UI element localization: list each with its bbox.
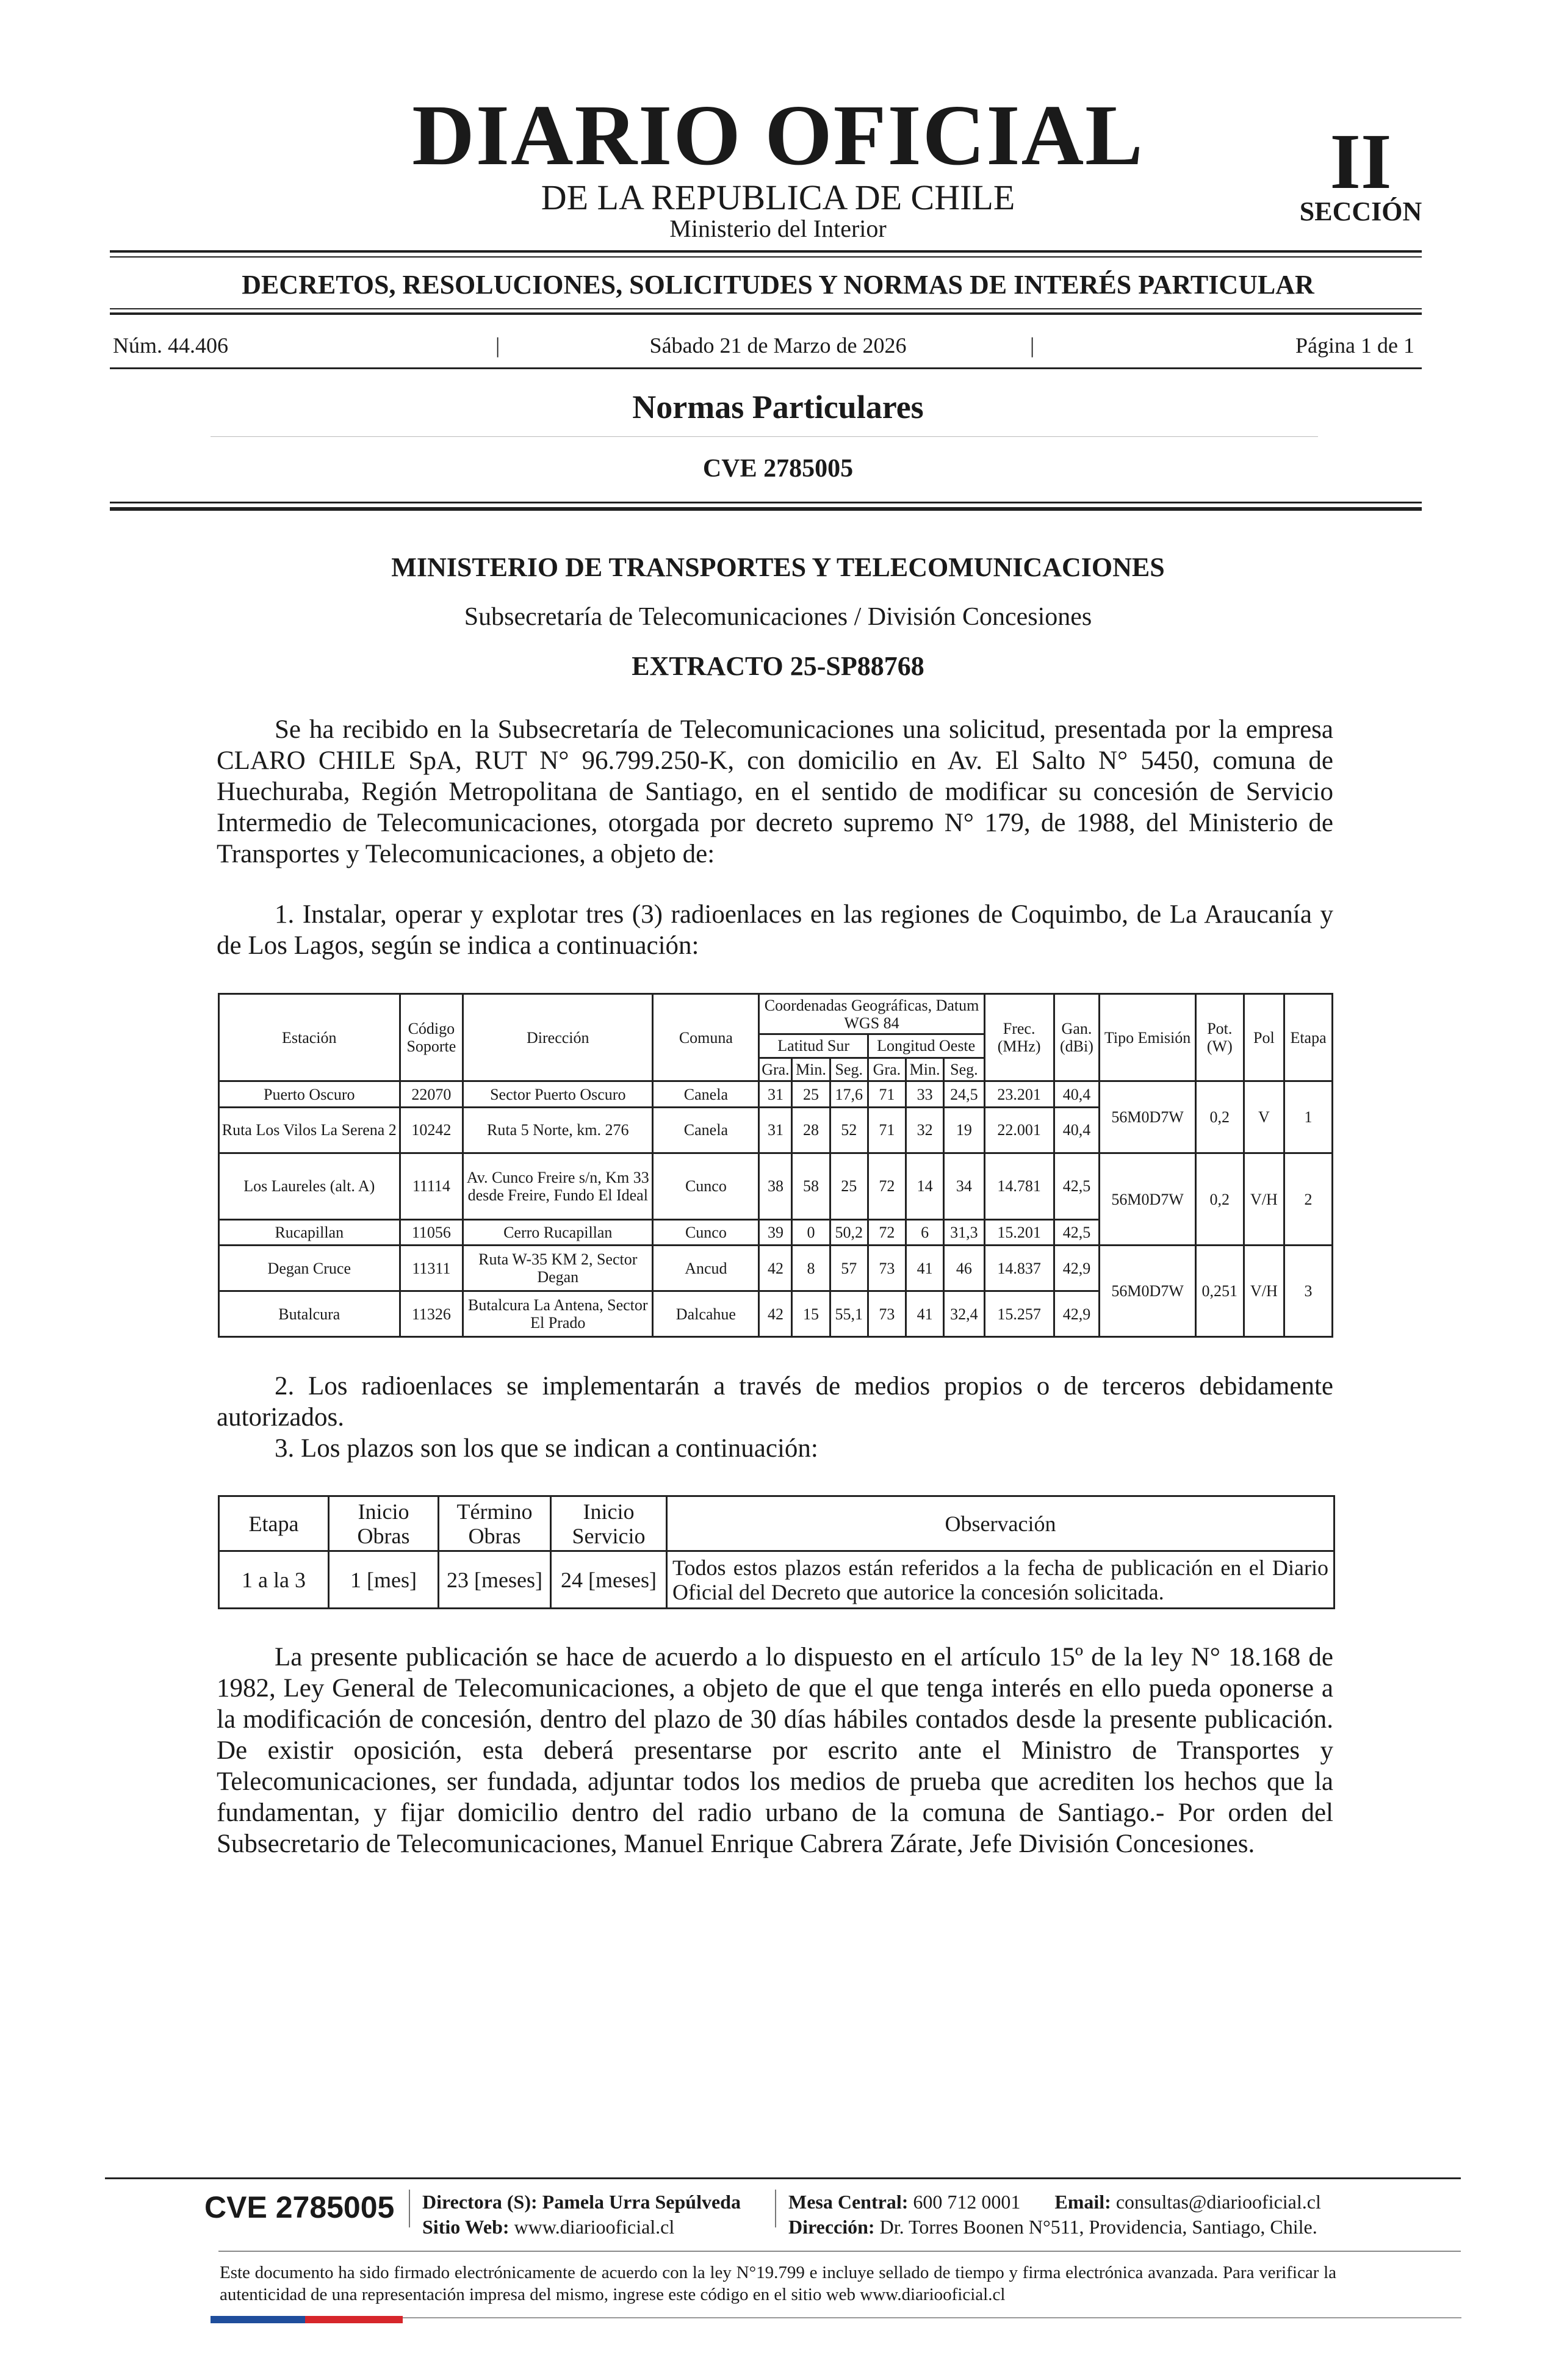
cell-lat-seg: 17,6 — [830, 1081, 868, 1108]
footer-divider — [775, 2190, 776, 2227]
cell-lat-min: 58 — [792, 1153, 830, 1219]
stations-table — [218, 993, 1333, 1338]
cell-lat-seg: 50,2 — [830, 1219, 868, 1246]
cell-direccion: Av. Cunco Freire s/n, Km 33 desde Freire, Fundo El Ideal — [463, 1153, 653, 1219]
cell-lat-min: 28 — [792, 1107, 830, 1153]
header-inicio-servicio: Inicio Servicio — [551, 1496, 667, 1551]
masthead-ministry: Ministerio del Interior — [669, 215, 887, 242]
cell-frec: 15.257 — [984, 1291, 1054, 1337]
cell-termino-obras: 23 [meses] — [439, 1551, 551, 1609]
cell-direccion: Sector Puerto Oscuro — [463, 1081, 653, 1108]
cell-tipo: 56M0D7W — [1100, 1081, 1196, 1153]
masthead-rule-top — [110, 250, 1422, 253]
header-gan: Gan. (dBi) — [1054, 994, 1100, 1081]
cell-frec: 15.201 — [984, 1219, 1054, 1246]
cell-frec: 14.837 — [984, 1246, 1054, 1291]
cell-pol: V/H — [1244, 1153, 1284, 1246]
issue-separator: | — [1030, 333, 1035, 358]
cell-gan: 42,9 — [1054, 1246, 1100, 1291]
header-pot: Pot. (W) — [1195, 994, 1244, 1081]
cell-lat-seg: 52 — [830, 1107, 868, 1153]
cell-lon-min: 33 — [906, 1081, 944, 1108]
footer-mesa-label: Mesa Central: — [788, 2191, 909, 2213]
header-estacion: Estación — [219, 994, 400, 1081]
footer-rule-top — [105, 2177, 1461, 2179]
cell-codigo: 11114 — [400, 1153, 463, 1219]
header-lon-seg: Seg. — [944, 1058, 984, 1081]
table-row — [219, 1081, 1333, 1108]
issue-number: Núm. 44.406 — [113, 333, 228, 358]
cve-rule-top — [110, 502, 1422, 503]
heading-rule-top — [110, 308, 1422, 309]
footer-web-link[interactable]: www.diariooficial.cl — [514, 2216, 675, 2238]
header-etapa: Etapa — [1284, 994, 1333, 1081]
footer-website — [422, 2217, 674, 2237]
cell-tipo: 56M0D7W — [1100, 1153, 1196, 1246]
subsecretaria-heading: Subsecretaría de Telecomunicaciones / División Concesiones — [464, 603, 1092, 631]
cell-comuna: Canela — [653, 1107, 759, 1153]
cell-lon-gra: 72 — [868, 1219, 906, 1246]
header-frec: Frec. (MHz) — [984, 994, 1054, 1081]
cell-codigo: 11311 — [400, 1246, 463, 1291]
issue-separator: | — [495, 333, 500, 358]
cell-estacion: Puerto Oscuro — [219, 1081, 400, 1108]
footer-direccion-value: Dr. Torres Boonen N°511, Providencia, Santiago, Chile. — [879, 2216, 1317, 2238]
cell-lon-seg: 31,3 — [944, 1219, 984, 1246]
issue-date: Sábado 21 de Marzo de 2026 — [649, 333, 907, 358]
cell-frec: 14.781 — [984, 1153, 1054, 1219]
cell-lon-min: 14 — [906, 1153, 944, 1219]
cell-gan: 42,9 — [1054, 1291, 1100, 1337]
footer-email-label: Email: — [1054, 2191, 1111, 2213]
section-label: SECCIÓN — [1299, 197, 1422, 226]
cell-lat-gra: 31 — [759, 1081, 792, 1108]
cell-lon-gra: 71 — [868, 1081, 906, 1108]
cell-lat-gra: 39 — [759, 1219, 792, 1246]
ministry-heading: MINISTERIO DE TRANSPORTES Y TELECOMUNICACIONES — [391, 552, 1165, 582]
heading-rule-bottom — [110, 312, 1422, 315]
issue-rule — [110, 367, 1422, 369]
cell-lat-seg: 57 — [830, 1246, 868, 1291]
masthead-title: DIARIO OFICIAL — [412, 87, 1144, 183]
footer-web-label: Sitio Web: — [422, 2216, 510, 2238]
cell-lat-seg: 55,1 — [830, 1291, 868, 1337]
cell-frec: 23.201 — [984, 1081, 1054, 1108]
footer-direccion-label: Dirección: — [788, 2216, 875, 2238]
cell-estacion: Butalcura — [219, 1291, 400, 1337]
cell-pol: V — [1244, 1081, 1284, 1153]
cell-direccion: Ruta W-35 KM 2, Sector Degan — [463, 1246, 653, 1291]
footer-rule-bottom — [218, 2251, 1461, 2252]
cell-direccion: Cerro Rucapillan — [463, 1219, 653, 1246]
cell-lat-min: 15 — [792, 1291, 830, 1337]
cell-lat-gra: 38 — [759, 1153, 792, 1219]
cell-lon-min: 41 — [906, 1246, 944, 1291]
table-row — [219, 1246, 1333, 1291]
cell-lat-gra: 42 — [759, 1291, 792, 1337]
header-termino-obras: Término Obras — [439, 1496, 551, 1551]
cell-gan: 42,5 — [1054, 1153, 1100, 1219]
paragraph-item-1: 1. Instalar, operar y explotar tres (3) radioenlaces en las regiones de Coquimbo, de La Araucanía y de Los Lagos, según se indica a continuación: — [217, 900, 1333, 960]
cell-lat-min: 25 — [792, 1081, 830, 1108]
cell-etapa: 1 a la 3 — [219, 1551, 329, 1609]
header-observacion: Observación — [667, 1496, 1334, 1551]
cell-gan: 42,5 — [1054, 1219, 1100, 1246]
section-heading: DECRETOS, RESOLUCIONES, SOLICITUDES Y NORMAS DE INTERÉS PARTICULAR — [242, 270, 1314, 300]
cell-estacion: Rucapillan — [219, 1219, 400, 1246]
paragraph-item-3: 3. Los plazos son los que se indican a continuación: — [275, 1434, 818, 1463]
cell-pol: V/H — [1244, 1246, 1284, 1337]
footer-directora-name: Pamela Urra Sepúlveda — [542, 2191, 741, 2213]
cell-comuna: Cunco — [653, 1153, 759, 1219]
cell-inicio-obras: 1 [mes] — [329, 1551, 439, 1609]
footer-directora — [422, 2192, 741, 2212]
cell-direccion: Ruta 5 Norte, km. 276 — [463, 1107, 653, 1153]
section-number: II — [1330, 118, 1392, 206]
footer-email-link[interactable]: consultas@diariooficial.cl — [1115, 2191, 1321, 2213]
header-latitud: Latitud Sur — [759, 1034, 868, 1058]
cell-comuna: Canela — [653, 1081, 759, 1108]
cell-lon-seg: 19 — [944, 1107, 984, 1153]
cell-comuna: Cunco — [653, 1219, 759, 1246]
cell-etapa: 1 — [1284, 1081, 1333, 1153]
cell-observacion: Todos estos plazos están referidos a la fecha de publicación en el Diario Oficial del Decreto que autorice la concesión solicitada. — [667, 1551, 1334, 1609]
cell-tipo: 56M0D7W — [1100, 1246, 1196, 1337]
paragraph-closing: La presente publicación se hace de acuerdo a lo dispuesto en el artículo 15º de la ley N° 18.168 de 1982, Ley General de Telecomunicaciones, a objeto de que el que tenga interés en ello pueda oponerse a la modificación de concesión, dentro del plazo de 30 días hábiles contados desde la presente publicación. De existir oposición, esta deberá presentarse por escrito ante el Ministro de Transportes y Telecomunicaciones, ser fundada, adjuntar todos los medios de prueba que acrediten los hechos que la fundamentan, y fijar domicilio dentro del radio urbano de la comuna de Santiago.- Por orden del Subsecretario de Telecomunicaciones, Manuel Enrique Cabrera Zárate, Jefe División Concesiones. — [217, 1643, 1333, 1858]
header-etapa: Etapa — [219, 1496, 329, 1551]
header-pol: Pol — [1244, 994, 1284, 1081]
table-row — [219, 1551, 1334, 1609]
cell-etapa: 2 — [1284, 1153, 1333, 1246]
header-lat-gra: Gra. — [759, 1058, 792, 1081]
cell-lon-min: 41 — [906, 1291, 944, 1337]
cell-lon-gra: 71 — [868, 1107, 906, 1153]
cell-frec: 22.001 — [984, 1107, 1054, 1153]
normas-rule — [211, 436, 1318, 437]
cell-lon-gra: 72 — [868, 1153, 906, 1219]
cell-lon-gra: 73 — [868, 1291, 906, 1337]
cell-codigo: 11326 — [400, 1291, 463, 1337]
cell-pot: 0,251 — [1195, 1246, 1244, 1337]
footer-address — [788, 2217, 1317, 2237]
footer-contact — [788, 2192, 1321, 2212]
cell-estacion: Degan Cruce — [219, 1246, 400, 1291]
footer-divider — [409, 2190, 410, 2227]
footer-cve: CVE 2785005 — [204, 2190, 395, 2224]
cell-pot: 0,2 — [1195, 1081, 1244, 1153]
header-inicio-obras: Inicio Obras — [329, 1496, 439, 1551]
header-comuna: Comuna — [653, 994, 759, 1081]
cell-lat-gra: 31 — [759, 1107, 792, 1153]
cell-gan: 40,4 — [1054, 1107, 1100, 1153]
cell-lat-seg: 25 — [830, 1153, 868, 1219]
header-lat-seg: Seg. — [830, 1058, 868, 1081]
cve-rule-bottom — [110, 507, 1422, 511]
masthead-rule-bottom — [110, 256, 1422, 258]
cell-codigo: 10242 — [400, 1107, 463, 1153]
cell-lon-seg: 24,5 — [944, 1081, 984, 1108]
cell-lat-min: 0 — [792, 1219, 830, 1246]
header-direccion: Dirección — [463, 994, 653, 1081]
masthead-subtitle: DE LA REPUBLICA DE CHILE — [541, 178, 1015, 217]
header-codigo: Código Soporte — [400, 994, 463, 1081]
plazos-table — [218, 1495, 1335, 1609]
cell-lon-seg: 34 — [944, 1153, 984, 1219]
cell-codigo: 11056 — [400, 1219, 463, 1246]
cell-lon-min: 6 — [906, 1219, 944, 1246]
paragraph-intro: Se ha recibido en la Subsecretaría de Telecomunicaciones una solicitud, presentada por la empresa CLARO CHILE SpA, RUT N° 96.799.250-K, con domicilio en Av. El Salto N° 5450, comuna de Huechuraba, Región Metropolitana de Santiago, en el sentido de modificar su concesión de Servicio Intermedio de Telecomunicaciones, otorgada por decreto supremo N° 179, de 1988, del Ministerio de Transportes y Telecomunicaciones, a objeto de: — [217, 715, 1333, 868]
footer-color-bar-blue — [211, 2316, 305, 2323]
cell-etapa: 3 — [1284, 1246, 1333, 1337]
header-tipo: Tipo Emisión — [1100, 994, 1196, 1081]
cell-lon-min: 32 — [906, 1107, 944, 1153]
cve-code: CVE 2785005 — [702, 455, 854, 483]
extracto-heading: EXTRACTO 25-SP88768 — [632, 651, 924, 681]
header-longitud: Longitud Oeste — [868, 1034, 984, 1058]
cell-pot: 0,2 — [1195, 1153, 1244, 1246]
footer-color-bar-red — [305, 2316, 403, 2323]
cell-gan: 40,4 — [1054, 1081, 1100, 1108]
cell-comuna: Dalcahue — [653, 1291, 759, 1337]
header-lon-gra: Gra. — [868, 1058, 906, 1081]
cell-lon-gra: 73 — [868, 1246, 906, 1291]
header-lat-min: Min. — [792, 1058, 830, 1081]
cell-codigo: 22070 — [400, 1081, 463, 1108]
cell-lat-min: 8 — [792, 1246, 830, 1291]
cell-estacion: Los Laureles (alt. A) — [219, 1153, 400, 1219]
footer-mesa-value: 600 712 0001 — [913, 2191, 1021, 2213]
cell-lon-seg: 32,4 — [944, 1291, 984, 1337]
footer-legal-notice: Este documento ha sido firmado electrónicamente de acuerdo con la ley N°19.799 e incluye sellado de tiempo y firma electrónica avanzada. Para verificar la autenticidad de una representación impresa del mismo, ingrese este código en el sitio web www.diariooficial.cl — [220, 2263, 1336, 2304]
cell-estacion: Ruta Los Vilos La Serena 2 — [219, 1107, 400, 1153]
cell-inicio-servicio: 24 [meses] — [551, 1551, 667, 1609]
table-row — [219, 1153, 1333, 1219]
cell-comuna: Ancud — [653, 1246, 759, 1291]
footer-directora-label: Directora (S): — [422, 2191, 538, 2213]
normas-title: Normas Particulares — [632, 389, 924, 425]
cell-lat-gra: 42 — [759, 1246, 792, 1291]
cell-lon-seg: 46 — [944, 1246, 984, 1291]
header-lon-min: Min. — [906, 1058, 944, 1081]
issue-page: Página 1 de 1 — [1295, 333, 1414, 358]
header-coordenadas: Coordenadas Geográficas, Datum WGS 84 — [759, 994, 984, 1034]
cell-direccion: Butalcura La Antena, Sector El Prado — [463, 1291, 653, 1337]
paragraph-item-2: 2. Los radioenlaces se implementarán a través de medios propios o de terceros debidamente autorizados. — [217, 1372, 1333, 1432]
